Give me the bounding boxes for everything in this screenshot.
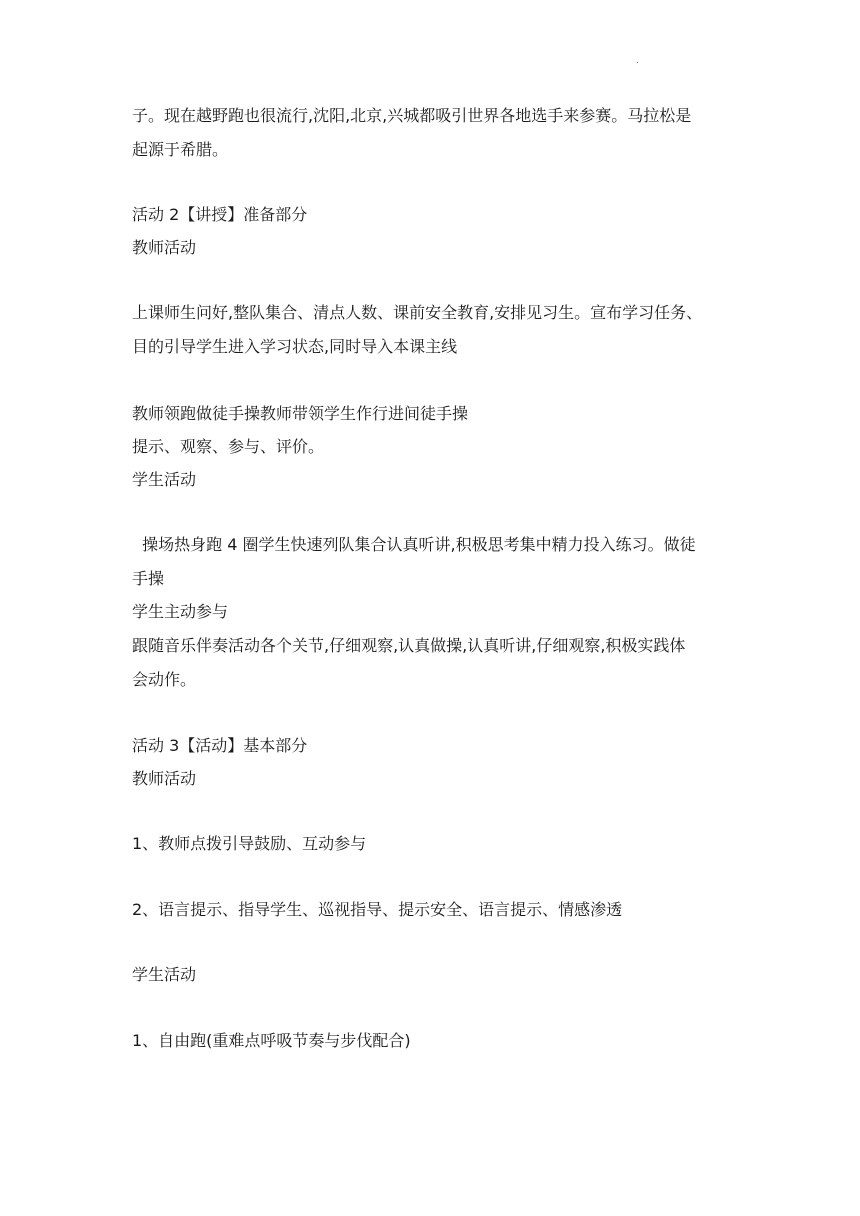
paragraph-line: 子。现在越野跑也很流行,沈阳,北京,兴城都吸引世界各地选手来参赛。马拉松是 — [132, 106, 692, 125]
list-item: 1、自由跑(重难点呼吸节奏与步伐配合) — [132, 1031, 411, 1050]
section-heading: 活动 2【讲授】准备部分 — [132, 205, 308, 224]
paragraph-line: 教师领跑做徒手操教师带领学生作行进间徒手操 — [132, 404, 469, 423]
list-item: 1、教师点拨引导鼓励、互动参与 — [132, 834, 367, 853]
subheading: 教师活动 — [132, 238, 197, 257]
subheading: 学生活动 — [132, 965, 197, 984]
paragraph-line: 跟随音乐伴奏活动各个关节,仔细观察,认真做操,认真听讲,仔细观察,积极实践体 — [132, 636, 686, 655]
paragraph-line: 起源于希腊。 — [132, 140, 229, 159]
paragraph-line: 学生主动参与 — [132, 602, 229, 621]
paragraph-line: 手操 — [132, 569, 165, 588]
paragraph-line: 操场热身跑 4 圈学生快速列队集合认真听讲,积极思考集中精力投入练习。做徒 — [132, 535, 696, 554]
section-heading: 活动 3【活动】基本部分 — [132, 736, 308, 755]
paragraph-line: 上课师生问好,整队集合、清点人数、课前安全教育,安排见习生。宣布学习任务、 — [132, 303, 703, 322]
paragraph-line: 会动作。 — [132, 670, 197, 689]
paragraph-line: 目的引导学生进入学习状态,同时导入本课主线 — [132, 337, 458, 356]
header-mark: . — [636, 56, 639, 66]
list-item: 2、语言提示、指导学生、巡视指导、提示安全、语言提示、情感渗透 — [132, 900, 623, 919]
subheading: 学生活动 — [132, 470, 197, 489]
paragraph-line: 提示、观察、参与、评价。 — [132, 437, 325, 456]
subheading: 教师活动 — [132, 769, 197, 788]
